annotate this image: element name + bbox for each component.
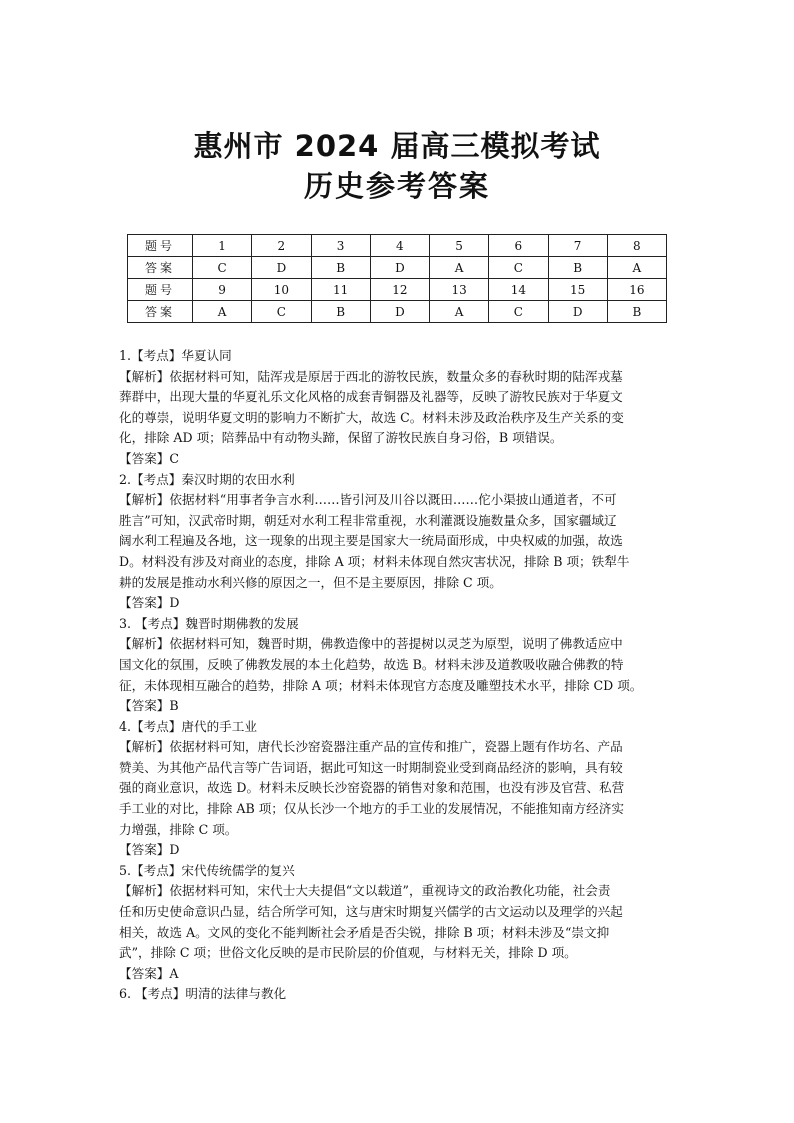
analysis-line: 【解析】依据材料可知，宋代士大夫提倡“文以载道”，重视诗文的政治教化功能，社会责 <box>119 883 611 899</box>
analysis-line: 耕的发展是推动水利兴修的原因之一，但不是主要原因，排除 C 项。 <box>119 574 502 590</box>
question-number-cell: 13 <box>430 279 489 301</box>
question-number-cell: 6 <box>489 235 548 257</box>
question-number-cell: 7 <box>548 235 607 257</box>
answer-line: 【答案】D <box>119 842 180 858</box>
question-number-cell: 1 <box>193 235 252 257</box>
question-number-cell: 9 <box>193 279 252 301</box>
answer-cell: C <box>489 301 548 323</box>
analysis-line: 手工业的对比，排除 AB 项；仅从长沙一个地方的手工业的发展情况，不能推知南方经济实 <box>119 801 624 817</box>
answer-cell: B <box>607 301 666 323</box>
question-number-cell: 2 <box>252 235 311 257</box>
page-title: 惠州市 2024 届高三模拟考试 <box>193 129 601 163</box>
analysis-line: 【解析】依据材料可知，陆浑戎是原居于西北的游牧民族，数量众多的春秋时期的陆浑戎墓 <box>119 368 623 384</box>
table-row <box>128 235 667 257</box>
topic-line: 4.【考点】唐代的手工业 <box>119 718 257 734</box>
topic-line: 1.【考点】华夏认同 <box>119 348 232 363</box>
analysis-line: 【解析】依据材料可知，魏晋时期，佛教造像中的菩提树以灵芝为原型，说明了佛教适应中 <box>119 636 623 652</box>
answer-cell: D <box>370 301 429 323</box>
answer-cell: D <box>548 301 607 323</box>
topic-line: 2.【考点】秦汉时期的农田水利 <box>119 471 295 487</box>
question-number-cell: 14 <box>489 279 548 301</box>
analysis-line: 化的尊崇，说明华夏文明的影响力不断扩大，故选 C。材料未涉及政治秩序及生产关系的变 <box>119 409 624 425</box>
analysis-line: 强的商业意识，故选 D。材料未反映长沙窑瓷器的销售对象和范围，也没有涉及官营、私营 <box>119 780 625 796</box>
topic-line: 3. 【考点】魏晋时期佛教的发展 <box>119 615 299 631</box>
question-number-cell: 10 <box>252 279 311 301</box>
answer-table <box>127 234 667 323</box>
answer-line: 【答案】D <box>119 595 180 611</box>
topic-line: 6. 【考点】明清的法律与教化 <box>119 986 287 1002</box>
question-number-cell: 11 <box>311 279 370 301</box>
answer-cell: C <box>252 301 311 323</box>
answer-cell: A <box>430 301 489 323</box>
table-header-cell: 题号 <box>128 235 193 257</box>
question-number-cell: 12 <box>370 279 429 301</box>
analysis-line: 葬群中，出现大量的华夏礼乐文化风格的成套青铜器及礼器等，反映了游牧民族对于华夏文 <box>119 389 623 405</box>
table-row <box>128 279 667 301</box>
analysis-line: 胜言”可知，汉武帝时期，朝廷对水利工程非常重视，水利灌溉设施数量众多，国家疆域辽 <box>119 512 617 528</box>
analysis-line: 任和历史使命意识凸显，结合所学可知，这与唐宋时期复兴儒学的古文运动以及理学的兴起 <box>119 904 623 920</box>
answer-line: 【答案】B <box>119 698 179 714</box>
analysis-line: 国文化的氛围，反映了佛教发展的本土化趋势，故选 B。材料未涉及道教吸收融合佛教的特 <box>119 656 624 672</box>
question-number-cell: 3 <box>311 235 370 257</box>
analysis-line: 【解析】依据材料“用事者争言水利……皆引河及川谷以溉田……佗小渠披山通道者，不可 <box>119 492 617 508</box>
answer-cell: D <box>370 257 429 279</box>
question-number-cell: 8 <box>607 235 666 257</box>
analysis-line: 力增强，排除 C 项。 <box>119 821 238 837</box>
answer-cell: C <box>193 257 252 279</box>
answer-cell: A <box>430 257 489 279</box>
analysis-line: 赞美、为其他产品代言等广告词语，据此可知这一时期制瓷业受到商品经济的影响，具有较 <box>119 759 623 775</box>
topic-line: 5.【考点】宋代传统儒学的复兴 <box>119 862 295 878</box>
answer-cell: B <box>548 257 607 279</box>
analysis-line: D。材料没有涉及对商业的态度，排除 A 项；材料未体现自然灾害状况，排除 B 项；铁犁牛 <box>119 553 630 569</box>
answer-cell: B <box>311 301 370 323</box>
answer-explanations <box>119 346 685 1005</box>
page-subtitle: 历史参考答案 <box>303 169 490 203</box>
question-number-cell: 5 <box>430 235 489 257</box>
table-header-cell: 题号 <box>128 279 193 301</box>
table-header-cell: 答案 <box>128 257 193 279</box>
analysis-line: 化，排除 AD 项；陪葬品中有动物头蹄，保留了游牧民族自身习俗，B 项错误。 <box>119 430 563 446</box>
answer-cell: A <box>193 301 252 323</box>
table-row <box>128 257 667 279</box>
question-number-cell: 16 <box>607 279 666 301</box>
analysis-line: 征，未体现相互融合的趋势，排除 A 项；材料未体现官方态度及雕塑技术水平，排除 CD 项。 <box>119 677 643 693</box>
analysis-line: 【解析】依据材料可知，唐代长沙窑瓷器注重产品的宣传和推广，瓷器上题有作坊名、产品 <box>119 739 623 755</box>
table-header-cell: 答案 <box>128 301 193 323</box>
answer-line: 【答案】A <box>119 965 179 981</box>
question-number-cell: 4 <box>370 235 429 257</box>
analysis-line: 武”，排除 C 项；世俗文化反映的是市民阶层的价值观，与材料无关，排除 D 项。 <box>119 945 577 961</box>
question-number-cell: 15 <box>548 279 607 301</box>
answer-cell: B <box>311 257 370 279</box>
analysis-line: 相关，故选 A。文风的变化不能判断社会矛盾是否尖锐，排除 B 项；材料未涉及“崇文抑 <box>119 924 610 940</box>
answer-cell: C <box>489 257 548 279</box>
analysis-line: 阔水利工程遍及各地，这一现象的出现主要是国家大一统局面形成，中央权威的加强，故选 <box>119 533 623 549</box>
answer-cell: A <box>607 257 666 279</box>
table-row <box>128 301 667 323</box>
answer-cell: D <box>252 257 311 279</box>
answer-line: 【答案】C <box>119 450 180 466</box>
